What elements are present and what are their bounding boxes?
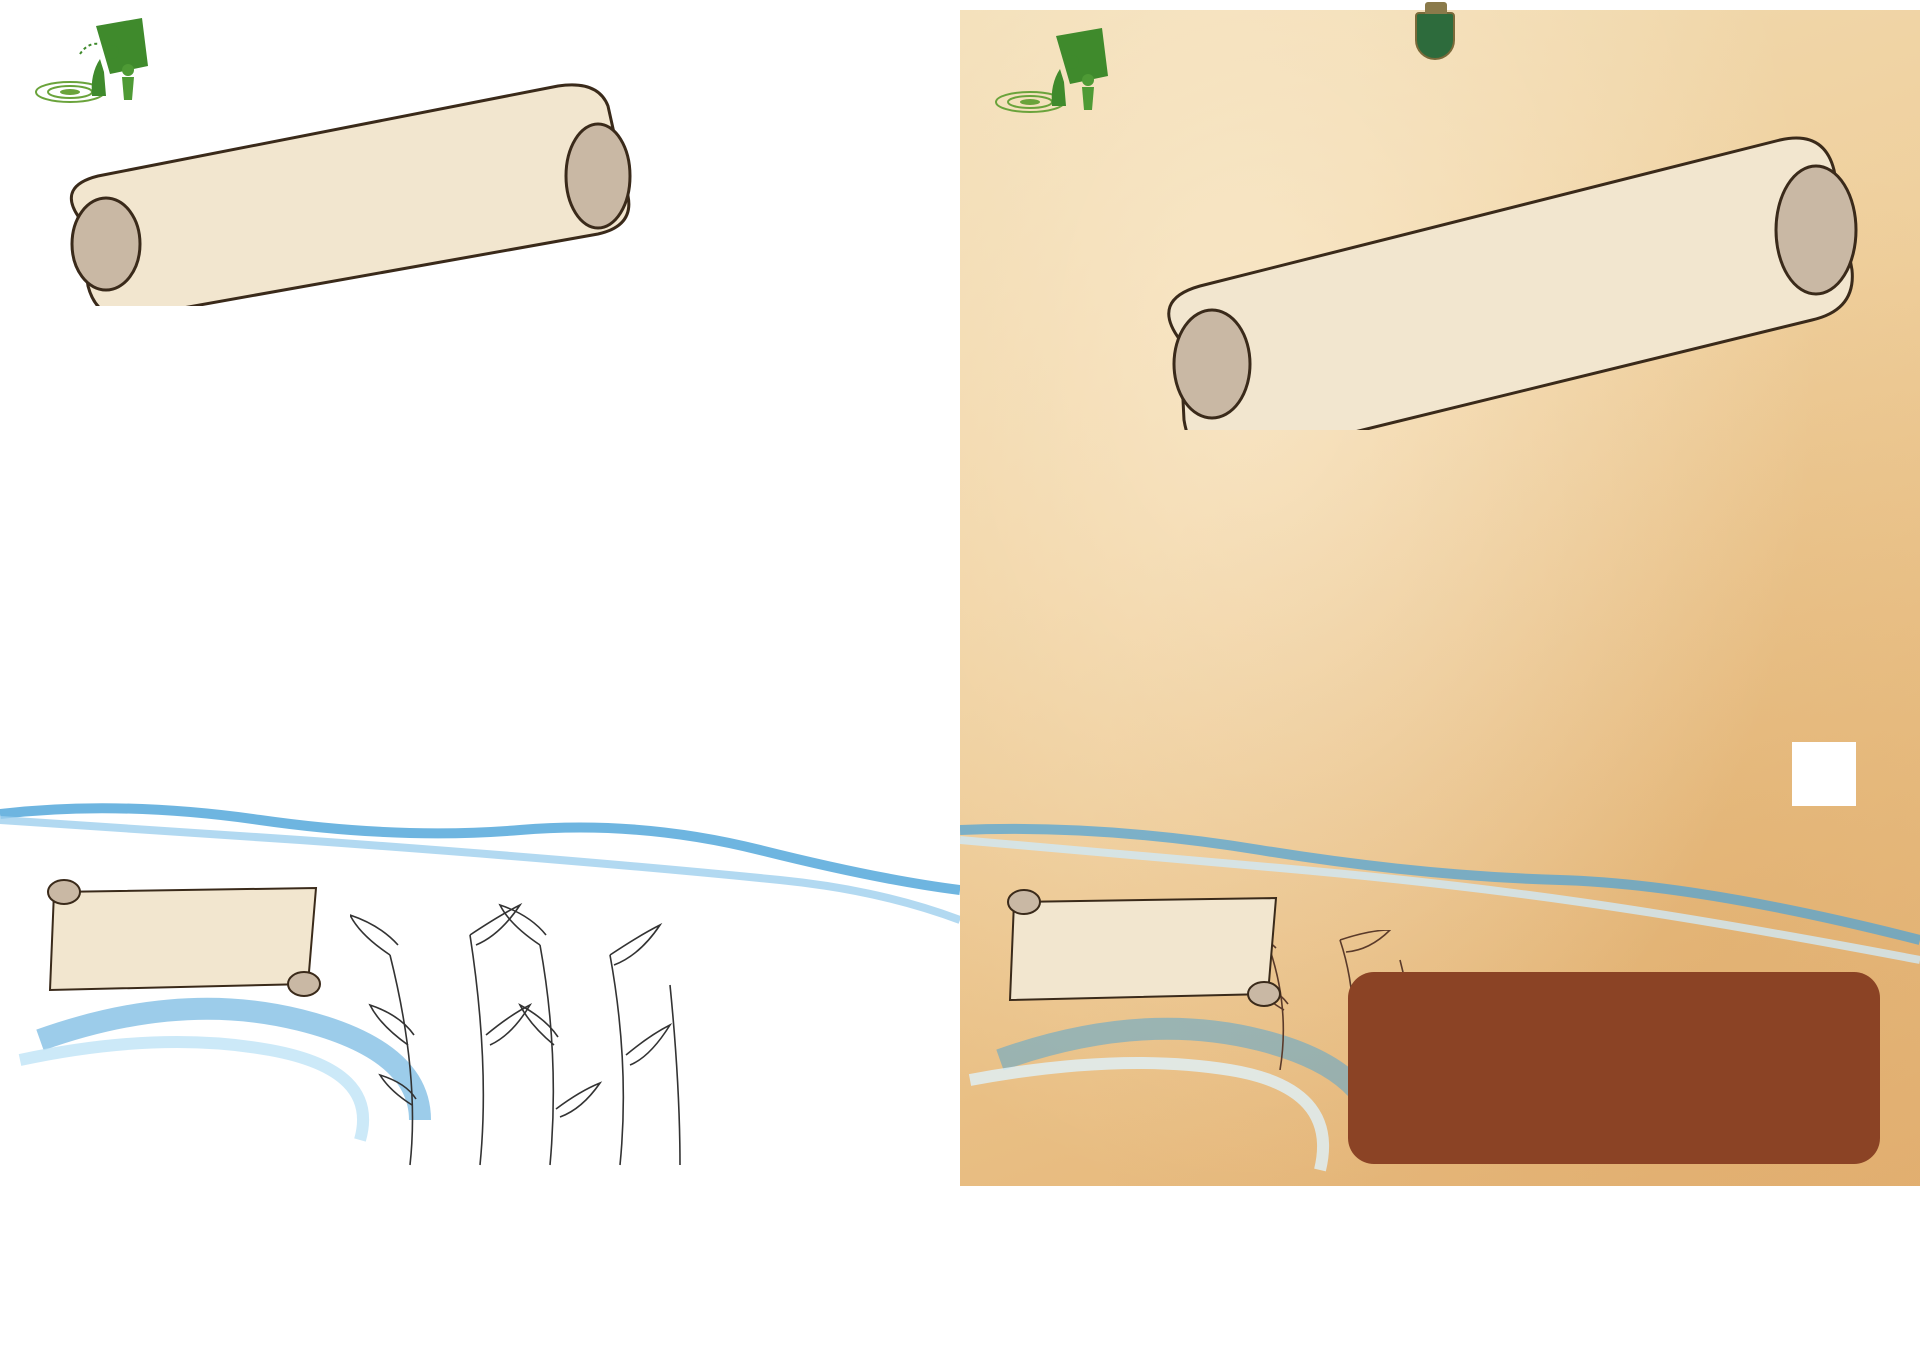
booking-qr-code-right[interactable] bbox=[1792, 742, 1856, 806]
programma-heading bbox=[790, 350, 860, 780]
footer-sponsors bbox=[0, 1166, 960, 1358]
library-info-box bbox=[1348, 972, 1880, 1164]
organizers-scroll-right bbox=[1000, 882, 1290, 1012]
plant-sketch bbox=[350, 895, 730, 1175]
borgo-ticino-crest-icon bbox=[1415, 12, 1455, 60]
comune-crest bbox=[1370, 12, 1500, 68]
title-banner bbox=[38, 66, 648, 306]
intro-text bbox=[672, 34, 942, 54]
booking-qr-code[interactable] bbox=[864, 278, 928, 342]
organizers-scroll bbox=[40, 872, 330, 1002]
title-banner-right bbox=[1140, 100, 1870, 430]
npl-anniversary-logo-right bbox=[990, 24, 1120, 154]
footer-sponsors-right bbox=[960, 1186, 1920, 1358]
